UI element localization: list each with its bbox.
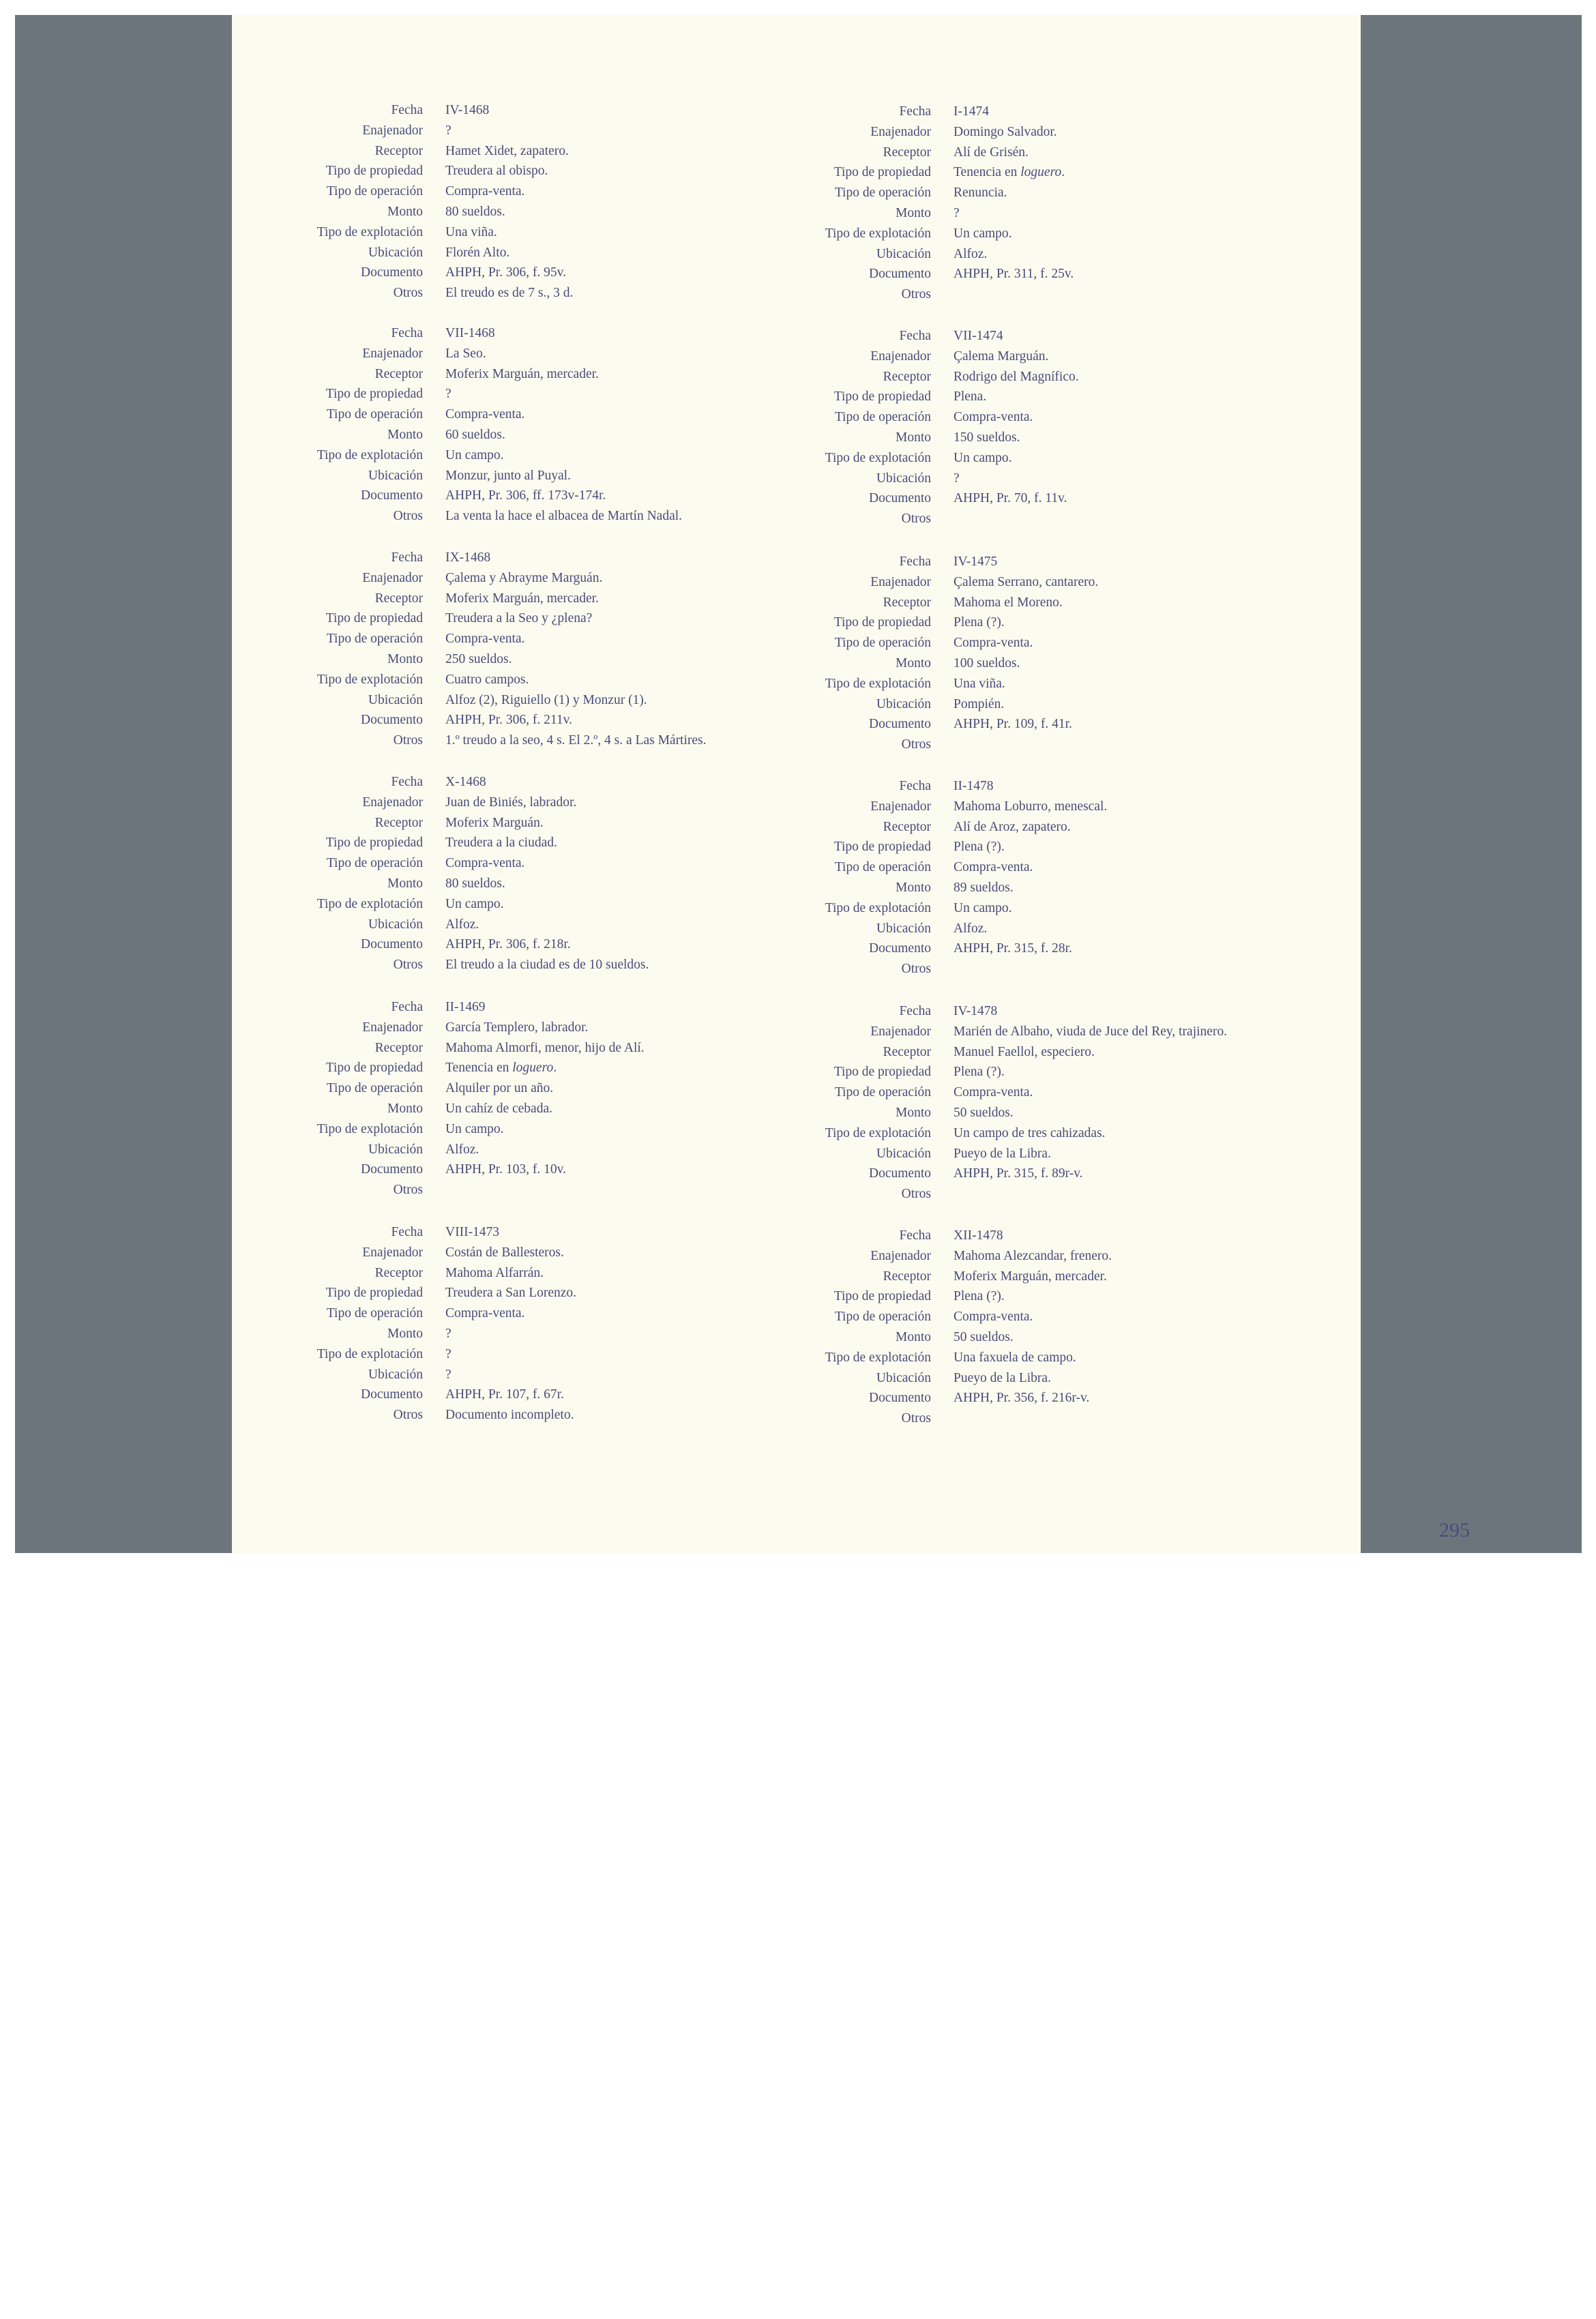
field-label: Otros — [393, 509, 423, 524]
field-value: AHPH, Pr. 109, f. 41r. — [954, 717, 1072, 732]
field-label: Ubicación — [368, 1142, 423, 1157]
field-label: Fecha — [899, 1228, 931, 1243]
field-label: Receptor — [883, 1044, 931, 1059]
field-value: Pueyo de la Libra. — [954, 1370, 1051, 1385]
field-label: Enajenador — [870, 799, 931, 814]
field-value: Un campo. — [954, 450, 1012, 465]
field-label: Fecha — [899, 555, 931, 569]
field-value: Juan de Biniés, labrador. — [445, 795, 577, 810]
field-label: Tipo de propiedad — [325, 611, 423, 626]
field-label: Tipo de propiedad — [325, 387, 423, 402]
field-label: Receptor — [883, 145, 931, 160]
field-value: Çalema y Abrayme Marguán. — [445, 570, 603, 585]
field-value: 100 sueldos. — [954, 656, 1020, 670]
field-value: Un cahíz de cebada. — [445, 1102, 552, 1116]
field-label: Receptor — [883, 369, 931, 384]
field-label: Otros — [901, 1411, 931, 1426]
field-label: Tipo de propiedad — [833, 1065, 931, 1080]
field-value: La venta la hace el albacea de Martín Nadal. — [445, 509, 683, 524]
field-value: Compra-venta. — [445, 632, 525, 647]
field-value: Una viña. — [954, 676, 1005, 691]
field-value: ? — [445, 1346, 452, 1361]
field-label: Otros — [393, 286, 423, 301]
field-value: Renuncia. — [954, 186, 1007, 201]
field-value: Plena (?). — [954, 1065, 1005, 1080]
field-value: Documento incompleto. — [445, 1408, 574, 1423]
field-label: Receptor — [883, 595, 931, 610]
field-value: ? — [954, 471, 960, 486]
field-value: 60 sueldos. — [445, 428, 505, 442]
field-value: Una viña. — [445, 224, 497, 239]
field-value: IV-1478 — [954, 1004, 998, 1018]
field-label: Receptor — [374, 1265, 423, 1280]
field-label: Ubicación — [876, 1146, 931, 1161]
field-label: Ubicación — [876, 1370, 931, 1385]
field-value: AHPH, Pr. 311, f. 25v. — [954, 267, 1074, 282]
field-value: IV-1475 — [954, 555, 998, 569]
field-label: Tipo de operación — [326, 856, 423, 871]
field-label: Otros — [393, 733, 423, 748]
field-value: Compra-venta. — [954, 410, 1033, 425]
italic-term: loguero — [1020, 165, 1062, 180]
field-label: Enajenador — [362, 1245, 423, 1260]
field-label: Monto — [387, 652, 423, 666]
field-label: Tipo de operación — [326, 184, 423, 199]
field-label: Tipo de operación — [326, 632, 423, 647]
field-value: AHPH, Pr. 356, f. 216r-v. — [954, 1391, 1090, 1406]
field-label: Documento — [869, 941, 931, 956]
field-value: Alfoz. — [445, 1142, 479, 1157]
field-label: Tipo de operación — [326, 1081, 423, 1096]
field-value: Plena (?). — [954, 1289, 1005, 1304]
field-value: 50 sueldos. — [954, 1330, 1014, 1344]
field-value: Un campo. — [954, 900, 1012, 915]
field-label: Tipo de explotación — [825, 450, 931, 465]
field-label: Receptor — [374, 815, 423, 830]
field-value: Plena. — [954, 389, 987, 404]
field-label: Monto — [387, 876, 423, 891]
field-label: Fecha — [899, 329, 931, 343]
field-value: El treudo a la ciudad es de 10 sueldos. — [445, 958, 649, 973]
field-value: Compra-venta. — [954, 860, 1033, 875]
field-label: Otros — [901, 962, 931, 977]
field-value: AHPH, Pr. 306, f. 211v. — [445, 713, 572, 728]
field-label: Ubicación — [368, 1367, 423, 1382]
field-value: Domingo Salvador. — [954, 124, 1057, 139]
field-label: Tipo de operación — [834, 1310, 931, 1325]
field-value: Monzur, junto al Puyal. — [445, 468, 571, 483]
field-label: Fecha — [899, 779, 931, 793]
field-value: Cuatro campos. — [445, 672, 529, 687]
field-value: Compra-venta. — [954, 1085, 1033, 1100]
field-label: Documento — [361, 488, 423, 503]
field-label: Receptor — [374, 143, 423, 158]
field-label: Fecha — [391, 1000, 423, 1014]
field-value: Treudera al obispo. — [445, 164, 548, 179]
field-label: Tipo de operación — [834, 636, 931, 651]
field-label: Monto — [895, 881, 931, 895]
field-label: Tipo de operación — [834, 1085, 931, 1100]
field-label: Tipo de explotación — [316, 447, 423, 462]
field-value: ? — [954, 206, 960, 220]
field-value: ? — [445, 1327, 452, 1341]
field-value: Moferix Marguán. — [445, 815, 544, 830]
field-label: Tipo de propiedad — [833, 165, 931, 180]
field-value: Compra-venta. — [954, 636, 1033, 651]
field-value: Un campo de tres cahizadas. — [954, 1125, 1106, 1140]
field-value: Mahoma Almorfi, menor, hijo de Alí. — [445, 1040, 645, 1055]
field-value: ? — [445, 387, 452, 402]
field-value: Costán de Ballesteros. — [445, 1245, 564, 1260]
field-label: Fecha — [391, 1225, 423, 1239]
field-label: Documento — [869, 491, 931, 506]
field-value: Manuel Faellol, especiero. — [954, 1044, 1095, 1059]
field-value: AHPH, Pr. 306, f. 218r. — [445, 937, 571, 952]
field-value: Moferix Marguán, mercader. — [954, 1269, 1107, 1284]
field-label: Ubicación — [368, 468, 423, 483]
field-value: AHPH, Pr. 315, f. 28r. — [954, 941, 1072, 956]
field-value: AHPH, Pr. 103, f. 10v. — [445, 1162, 566, 1177]
field-label: Documento — [361, 1162, 423, 1177]
field-value: AHPH, Pr. 306, ff. 173v-174r. — [445, 488, 606, 503]
field-value: 80 sueldos. — [445, 876, 505, 891]
field-label: Otros — [901, 287, 931, 302]
field-label: Documento — [361, 1387, 423, 1402]
field-label: Otros — [393, 1183, 423, 1198]
field-value: Marién de Albaho, viuda de Juce del Rey, trajinero. — [954, 1024, 1228, 1039]
field-label: Otros — [393, 958, 423, 973]
field-label: Documento — [361, 265, 423, 280]
field-label: Ubicación — [876, 246, 931, 261]
field-value: ? — [445, 123, 452, 138]
field-label: Enajenador — [870, 1248, 931, 1263]
field-value: Alfoz. — [954, 246, 988, 261]
field-label: Tipo de operación — [834, 186, 931, 201]
field-label: Tipo de explotación — [825, 1125, 931, 1140]
field-value: Un campo. — [954, 226, 1012, 241]
field-label: Enajenador — [870, 349, 931, 364]
field-value: Treudera a San Lorenzo. — [445, 1286, 577, 1301]
field-value: Rodrigo del Magnífico. — [954, 369, 1079, 384]
field-label: Tipo de propiedad — [325, 1286, 423, 1301]
book-page — [232, 15, 1470, 1553]
field-label: Tipo de propiedad — [833, 389, 931, 404]
field-value: Pueyo de la Libra. — [954, 1146, 1051, 1161]
field-value: AHPH, Pr. 306, f. 95v. — [445, 265, 566, 280]
field-value: Moferix Marguán, mercader. — [445, 366, 599, 381]
field-label: Monto — [895, 1330, 931, 1344]
field-label: Fecha — [391, 775, 423, 789]
field-value: Hamet Xidet, zapatero. — [445, 143, 569, 158]
field-label: Monto — [895, 206, 931, 220]
field-label: Ubicación — [876, 471, 931, 486]
field-label: Receptor — [883, 819, 931, 834]
field-label: Tipo de propiedad — [833, 1289, 931, 1304]
field-value: I-1474 — [954, 104, 989, 119]
field-label: Enajenador — [362, 123, 423, 138]
field-label: Enajenador — [362, 570, 423, 585]
field-label: Monto — [387, 1327, 423, 1341]
field-label: Tipo de explotación — [825, 900, 931, 915]
field-label: Ubicación — [876, 696, 931, 711]
field-value: Compra-venta. — [445, 1306, 525, 1321]
field-value: Moferix Marguán, mercader. — [445, 591, 599, 606]
field-label: Otros — [901, 1187, 931, 1202]
field-value: Alfoz. — [954, 921, 988, 936]
field-label: Monto — [895, 430, 931, 445]
field-value: Mahoma Alezcandar, frenero. — [954, 1248, 1112, 1263]
field-label: Tipo de explotación — [316, 672, 423, 687]
field-label: Fecha — [391, 550, 423, 565]
field-value: Un campo. — [445, 896, 504, 911]
field-value: 1.º treudo a la seo, 4 s. El 2.º, 4 s. a Las Mártires. — [445, 733, 707, 748]
page-number: 295 — [1439, 1519, 1470, 1541]
field-value: Tenencia en loguero. — [445, 1061, 557, 1076]
field-value: Alquiler por un año. — [445, 1081, 554, 1096]
field-label: Tipo de propiedad — [325, 1061, 423, 1076]
field-value: 50 sueldos. — [954, 1106, 1014, 1120]
field-value: Un campo. — [445, 1121, 504, 1136]
field-value: Compra-venta. — [445, 407, 525, 422]
field-value: Pompién. — [954, 696, 1005, 711]
field-value: La Seo. — [445, 346, 486, 361]
field-label: Ubicación — [368, 245, 423, 260]
field-value: 89 sueldos. — [954, 881, 1014, 895]
italic-term: loguero — [512, 1061, 554, 1076]
field-label: Tipo de operación — [326, 1306, 423, 1321]
field-value: IV-1468 — [445, 103, 490, 117]
field-value: El treudo es de 7 s., 3 d. — [445, 286, 574, 301]
field-value: XII-1478 — [954, 1228, 1003, 1243]
field-label: Ubicación — [368, 692, 423, 707]
field-label: Documento — [869, 1166, 931, 1181]
field-label: Monto — [387, 1102, 423, 1116]
field-label: Tipo de explotación — [825, 1350, 931, 1365]
field-value: ? — [445, 1367, 452, 1382]
field-value: IX-1468 — [445, 550, 491, 565]
field-label: Enajenador — [362, 346, 423, 361]
field-value: AHPH, Pr. 70, f. 11v. — [954, 491, 1067, 506]
field-label: Ubicación — [368, 917, 423, 932]
field-label: Fecha — [391, 103, 423, 117]
field-label: Documento — [869, 1391, 931, 1406]
field-label: Otros — [393, 1408, 423, 1423]
field-label: Ubicación — [876, 921, 931, 936]
field-value: Plena (?). — [954, 615, 1005, 630]
field-value: VII-1474 — [954, 329, 1003, 343]
field-value: 150 sueldos. — [954, 430, 1020, 445]
field-value: Compra-venta. — [445, 184, 525, 199]
field-label: Fecha — [899, 104, 931, 119]
field-label: Enajenador — [362, 1020, 423, 1035]
field-value: 80 sueldos. — [445, 205, 505, 219]
field-value: Alí de Grisén. — [954, 145, 1029, 160]
field-value: Alí de Aroz, zapatero. — [954, 819, 1071, 834]
field-value: Mahoma Loburro, menescal. — [954, 799, 1108, 814]
field-label: Otros — [901, 512, 931, 527]
field-value: Compra-venta. — [954, 1310, 1033, 1325]
field-label: Tipo de operación — [834, 410, 931, 425]
field-value: VIII-1473 — [445, 1225, 500, 1239]
field-label: Monto — [895, 656, 931, 670]
field-value: Un campo. — [445, 447, 504, 462]
field-label: Receptor — [374, 591, 423, 606]
field-value: Compra-venta. — [445, 856, 525, 871]
field-label: Documento — [361, 937, 423, 952]
field-label: Fecha — [391, 326, 423, 340]
field-label: Receptor — [374, 1040, 423, 1055]
field-value: X-1468 — [445, 775, 486, 789]
field-label: Monto — [387, 428, 423, 442]
field-label: Monto — [895, 1106, 931, 1120]
field-label: Monto — [387, 205, 423, 219]
field-label: Tipo de explotación — [825, 226, 931, 241]
field-value: Çalema Marguán. — [954, 349, 1049, 364]
field-value: García Templero, labrador. — [445, 1020, 589, 1035]
field-value: Alfoz. — [445, 917, 479, 932]
field-label: Tipo de propiedad — [833, 615, 931, 630]
field-label: Tipo de explotación — [316, 1346, 423, 1361]
field-label: Tipo de explotación — [316, 896, 423, 911]
field-value: Mahoma el Moreno. — [954, 595, 1063, 610]
field-label: Tipo de propiedad — [833, 840, 931, 855]
field-label: Tipo de propiedad — [325, 164, 423, 179]
field-value: Florén Alto. — [445, 245, 510, 260]
field-label: Documento — [869, 717, 931, 732]
field-label: Documento — [361, 713, 423, 728]
field-label: Tipo de operación — [326, 407, 423, 422]
field-value: AHPH, Pr. 315, f. 89r-v. — [954, 1166, 1083, 1181]
field-label: Enajenador — [870, 1024, 931, 1039]
field-label: Enajenador — [870, 124, 931, 139]
field-value: AHPH, Pr. 107, f. 67r. — [445, 1387, 564, 1402]
field-label: Tipo de explotación — [316, 1121, 423, 1136]
field-value: II-1478 — [954, 779, 994, 793]
field-value: Tenencia en loguero. — [954, 165, 1065, 180]
field-value: 250 sueldos. — [445, 652, 512, 666]
field-value: Çalema Serrano, cantarero. — [954, 574, 1099, 589]
field-value: VII-1468 — [445, 326, 495, 340]
field-label: Receptor — [374, 366, 423, 381]
field-value: Treudera a la Seo y ¿plena? — [445, 611, 593, 626]
field-label: Enajenador — [362, 795, 423, 810]
field-value: Plena (?). — [954, 840, 1005, 855]
field-value: II-1469 — [445, 1000, 486, 1014]
field-value: Treudera a la ciudad. — [445, 836, 557, 851]
field-value: Una faxuela de campo. — [954, 1350, 1076, 1365]
field-label: Documento — [869, 267, 931, 282]
field-label: Fecha — [899, 1004, 931, 1018]
field-value: Mahoma Alfarrán. — [445, 1265, 544, 1280]
field-label: Receptor — [883, 1269, 931, 1284]
field-label: Tipo de explotación — [825, 676, 931, 691]
field-label: Tipo de explotación — [316, 224, 423, 239]
field-value: Alfoz (2), Riguiello (1) y Monzur (1). — [445, 692, 647, 707]
field-label: Tipo de propiedad — [325, 836, 423, 851]
field-label: Tipo de operación — [834, 860, 931, 875]
field-label: Otros — [901, 737, 931, 752]
field-label: Enajenador — [870, 574, 931, 589]
